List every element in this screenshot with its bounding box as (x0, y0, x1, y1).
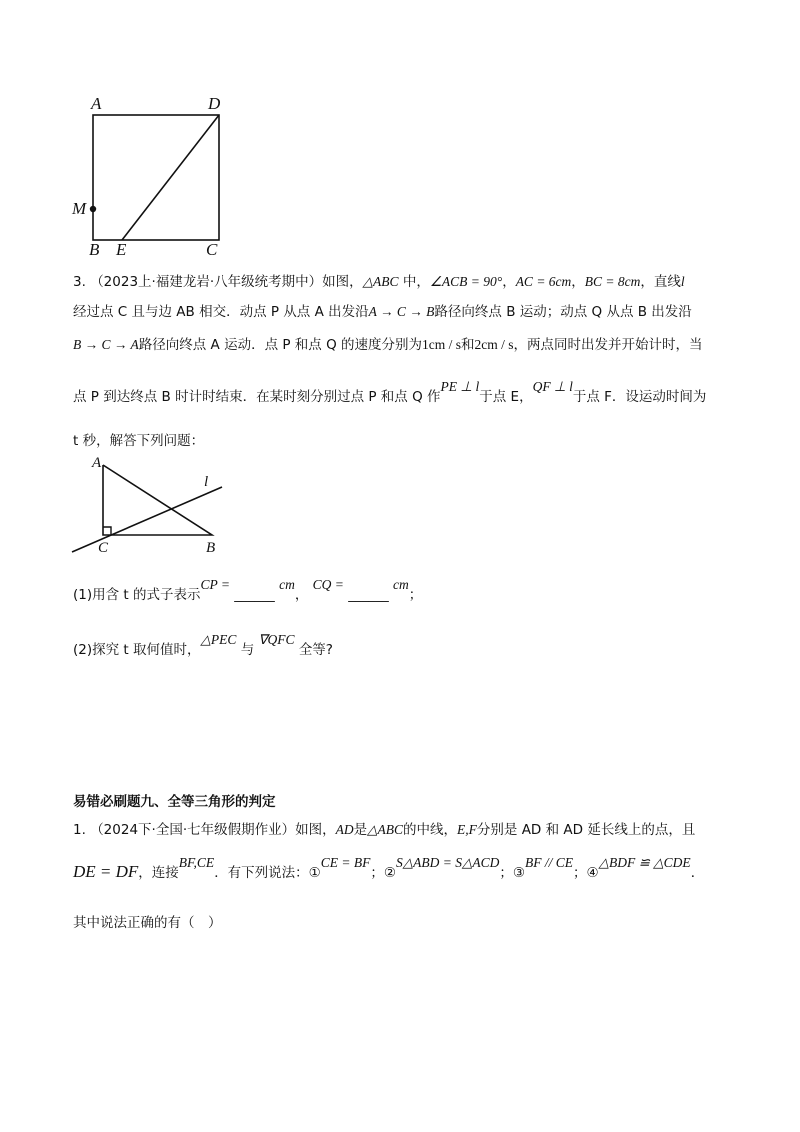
text: 点 P 到达终点 B 时计时结束．在某时刻分别过点 P 和点 Q 作 (73, 389, 441, 405)
text: 与 (240, 642, 255, 658)
statement-2: S△ABD = S△ACD (396, 855, 500, 870)
pe-perp-l: PE ⊥ l (440, 379, 480, 394)
square-abcd (93, 115, 219, 240)
triangle-figure (60, 455, 260, 560)
text: 中， (398, 274, 430, 290)
triangle-abc-shape (103, 465, 212, 535)
problem3-line1 (73, 272, 685, 292)
text: ；② (370, 865, 397, 881)
problem-source: （2023上·福建龙岩·八年级统考期中）如图， (90, 274, 363, 290)
text: ．有下列说法：① (214, 865, 321, 881)
text: 于点 E， (479, 389, 533, 405)
label-b2: B (206, 540, 216, 556)
text: 经过点 C 且与边 AB 相交．动点 P 从点 A 出发沿 (73, 304, 369, 320)
label-a: A (91, 94, 102, 113)
segment-de (122, 115, 219, 240)
text: (1)用含 t 的式子表示 (73, 587, 201, 603)
problem3-line3 (73, 335, 703, 355)
problem-number: 1. (73, 822, 86, 838)
statement-1: CE = BF (320, 855, 371, 870)
text: 路径向终点 A 运动．点 P 和点 Q 的速度分别为 (138, 337, 423, 353)
line-l-shape (72, 487, 222, 552)
problem3-line2 (73, 302, 692, 322)
question-1 (73, 577, 423, 605)
problem1-line1 (73, 820, 695, 840)
qf-perp-l: QF ⊥ l (532, 379, 573, 394)
label-a2: A (92, 455, 102, 471)
point-m (90, 206, 96, 212)
triangle-pec: △PEC (200, 632, 237, 647)
heading-text: 易错必刷题九、全等三角形的判定 (73, 794, 276, 810)
label-l: l (204, 474, 209, 490)
problem-number: 3. (73, 274, 86, 290)
line-l: l (680, 274, 685, 289)
text: 路径向终点 B 运动；动点 Q 从点 B 出发沿 (434, 304, 692, 320)
problem-source: （2024下·全国·七年级假期作业）如图， (90, 822, 336, 838)
text: ；④ (573, 865, 599, 881)
angle-acb: ∠ACB = 90° (429, 274, 503, 289)
text: ， (571, 274, 585, 290)
segment-ad: AD (335, 822, 354, 837)
text: 分别是 AD 和 AD 延长线上的点，且 (476, 822, 696, 838)
triangle-qfc: ∇QFC (258, 632, 295, 647)
de-equals-df: DE = DF (73, 862, 139, 881)
question-2 (73, 632, 333, 660)
statement-3: BF // CE (525, 855, 573, 870)
text: 于点 F．设运动时间为 (572, 389, 707, 405)
triangle-abc: △ABC (367, 822, 404, 837)
question-text: 其中说法正确的有（ ） (73, 915, 222, 931)
path-acb: A → C → B (368, 304, 435, 319)
text: ，直线 (640, 274, 681, 290)
label-c: C (206, 240, 218, 259)
text: ， (294, 587, 309, 603)
problem3-line4 (73, 379, 707, 407)
text: 是 (353, 822, 368, 838)
right-angle-mark (103, 527, 111, 535)
answer-blank-cp[interactable]: ______ (234, 587, 275, 603)
cq-expression: CQ = (312, 577, 344, 592)
label-c2: C (98, 540, 109, 556)
text: ；③ (499, 865, 525, 881)
text: ，连接 (138, 865, 179, 881)
problem1-line2 (73, 855, 705, 883)
text: 全等? (298, 642, 333, 658)
text: ，两点同时出发并开始计时，当 (513, 337, 703, 353)
path-bca: B → C → A (73, 337, 139, 352)
label-b: B (89, 240, 100, 259)
answer-blank-cq[interactable]: ______ (348, 587, 389, 603)
ac-length: AC = 6cm (515, 274, 572, 289)
text: ， (502, 274, 516, 290)
label-e: E (116, 240, 127, 259)
text: t 秒，解答下列问题： (73, 433, 205, 449)
triangle-abc: △ABC (362, 274, 399, 289)
problem1-question (73, 913, 222, 933)
text: 和 (461, 337, 475, 353)
label-d: D (208, 94, 221, 113)
label-m: M (72, 199, 87, 218)
text: 的中线， (403, 822, 458, 838)
unit-cm: cm (392, 577, 409, 592)
text: ； (408, 587, 423, 603)
statement-4: △BDF ≌ △CDE (598, 855, 691, 870)
speed-p: 1cm / s (422, 337, 462, 352)
problem3-line5 (73, 431, 204, 451)
unit-cm: cm (279, 577, 295, 592)
section-heading (73, 792, 276, 812)
segments-bf-ce: BF,CE (178, 855, 215, 870)
text: ． (690, 865, 705, 881)
text: (2)探究 t 取何值时， (73, 642, 201, 658)
points-ef: E,F (457, 822, 477, 837)
speed-q: 2cm / s (474, 337, 514, 352)
bc-length: BC = 8cm (584, 274, 641, 289)
cp-expression: CP = (200, 577, 230, 592)
